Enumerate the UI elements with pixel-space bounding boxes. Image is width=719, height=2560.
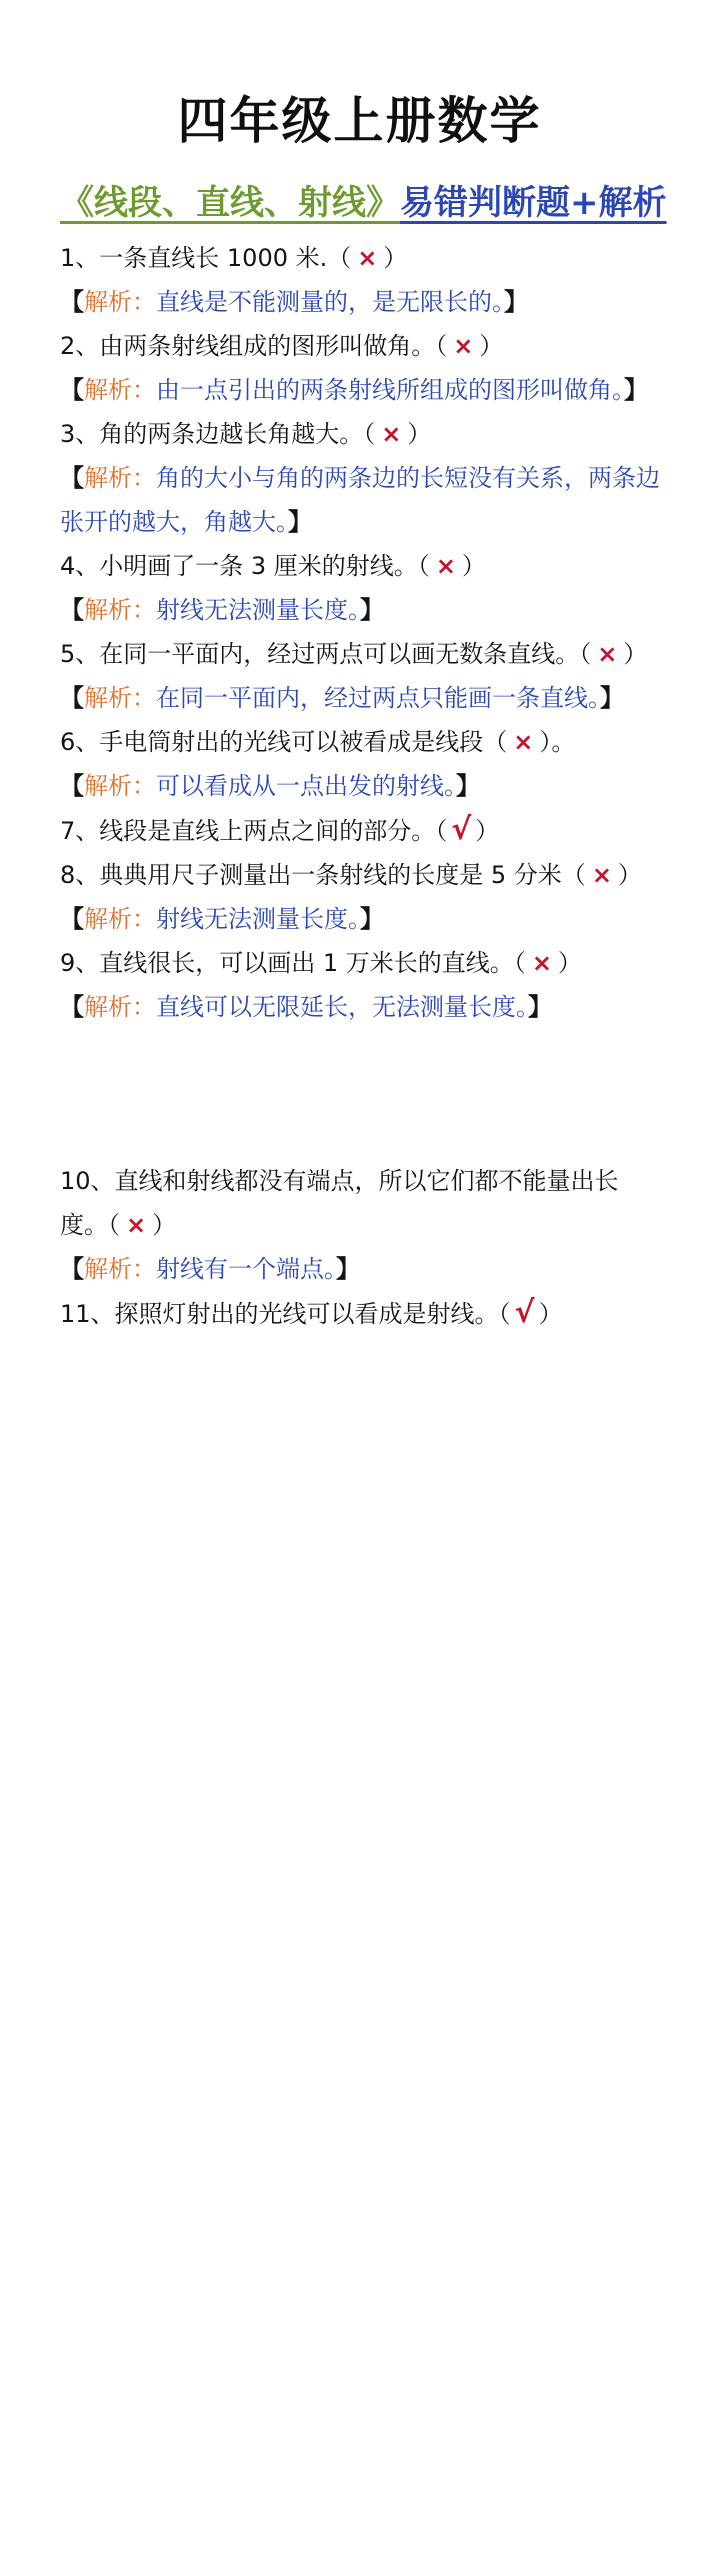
question-7: 7、线段是直线上两点之间的部分。（ √ ）	[60, 812, 500, 847]
explanation-5: 【解析：在同一平面内，经过两点只能画一条直线。】	[60, 684, 624, 712]
wrong-mark-icon: ×	[435, 552, 456, 580]
question-11: 11、探照灯射出的光线可以看成是射线。（ √ ）	[60, 1295, 563, 1330]
question-list	[60, 236, 660, 1336]
wrong-mark-icon: ×	[453, 332, 474, 360]
page-subtitle	[60, 178, 680, 228]
wrong-mark-icon: ×	[381, 420, 402, 448]
explanation-1: 【解析：直线是不能测量的，是无限长的。】	[60, 288, 528, 316]
wrong-mark-icon: ×	[357, 244, 378, 272]
question-1: 1、一条直线长 1000 米.（ × ）	[60, 244, 408, 272]
explanation-3: 【解析：角的大小与角的两条边的长短没有关系，两条边张开的越大，角越大。】	[60, 464, 660, 536]
page-title: 四年级上册数学	[177, 92, 542, 150]
question-9: 9、直线很长，可以画出 1 万米长的直线。（ × ）	[60, 949, 582, 977]
explanation-4: 【解析：射线无法测量长度。】	[60, 596, 384, 624]
check-mark-icon: √	[514, 1295, 535, 1330]
question-2: 2、由两条射线组成的图形叫做角。（ × ）	[60, 332, 504, 360]
wrong-mark-icon: ×	[531, 949, 552, 977]
question-5: 5、在同一平面内，经过两点可以画无数条直线。（ × ）	[60, 640, 648, 668]
explanation-8: 【解析：射线无法测量长度。】	[60, 905, 384, 933]
explanation-6: 【解析：可以看成从一点出发的射线。】	[60, 772, 480, 800]
subtitle-topic: 《线段、直线、射线》	[60, 183, 400, 223]
question-4: 4、小明画了一条 3 厘米的射线。（ × ）	[60, 552, 486, 580]
subtitle-type: 易错判断题+解析	[400, 183, 667, 223]
wrong-mark-icon: ×	[513, 728, 534, 756]
wrong-mark-icon: ×	[591, 861, 612, 889]
check-mark-icon: √	[451, 812, 472, 847]
spacer	[60, 1029, 660, 1159]
wrong-mark-icon: ×	[126, 1211, 147, 1239]
wrong-mark-icon: ×	[597, 640, 618, 668]
question-6: 6、手电筒射出的光线可以被看成是线段（ × ）。	[60, 728, 576, 756]
question-8: 8、典典用尺子测量出一条射线的长度是 5 分米（ × ）	[60, 861, 642, 889]
explanation-10: 【解析：射线有一个端点。】	[60, 1255, 360, 1283]
question-10: 10、直线和射线都没有端点，所以它们都不能量出长度。（ × ）	[60, 1167, 619, 1239]
question-3: 3、角的两条边越长角越大。（ × ）	[60, 420, 432, 448]
explanation-9: 【解析：直线可以无限延长，无法测量长度。】	[60, 993, 552, 1021]
explanation-2: 【解析：由一点引出的两条射线所组成的图形叫做角。】	[60, 376, 648, 404]
